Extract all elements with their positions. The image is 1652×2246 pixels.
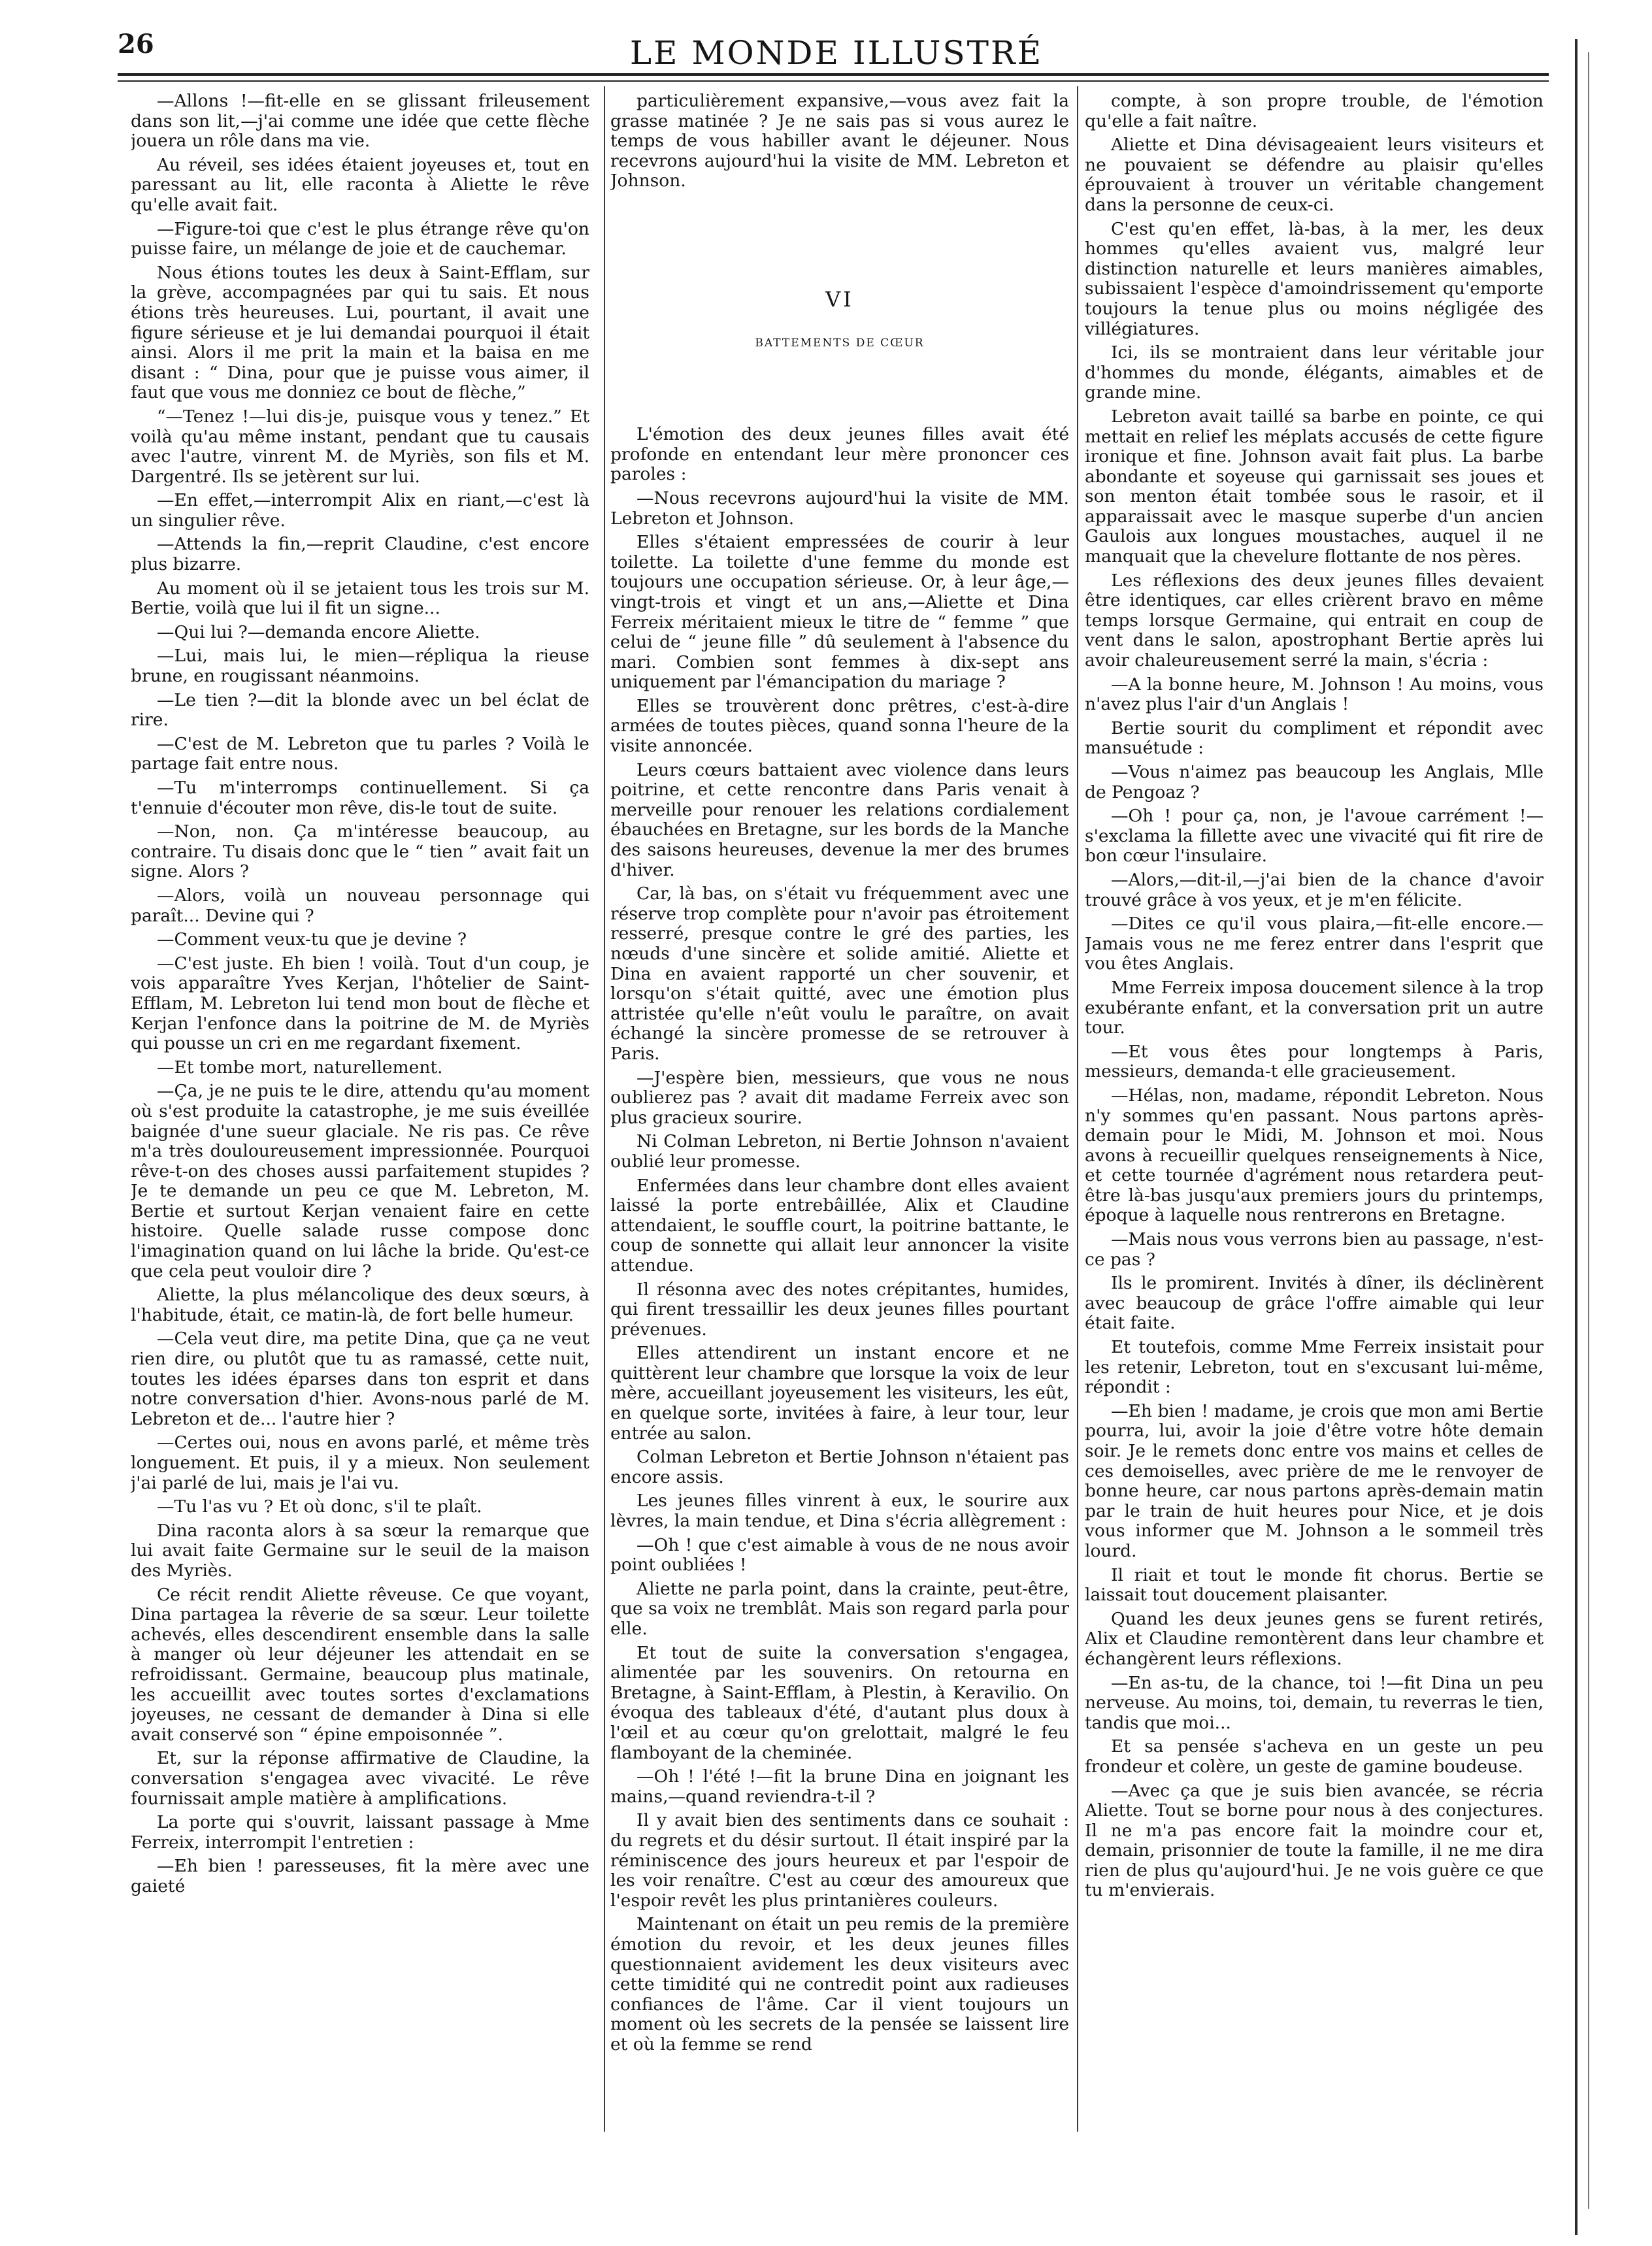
paragraph: —Eh bien ! madame, je crois que mon ami Bertie pourra, lui, avoir la joie d'être votre hôte demain soir. Je le remets donc entre vos mains et celles de ces demoiselles, avec prière de me le renvoyer de bonne heure, car nous partons après-demain matin par le train de huit heures pour Nice, et je dois vous informer que M. Johnson a le sommeil très lourd. xyxy=(1085,1400,1544,1561)
paragraph: Et tout de suite la conversation s'engagea, alimentée par les souvenirs. On retourna en Bretagne, à Saint-Efflam, à Plestin, à Keravilio. On évoqua des tableaux d'été, d'autant plus doux à l'œil et au cœur qu'on grelottait, malgré le feu flamboyant de la cheminée. xyxy=(610,1642,1069,1763)
paragraph: La porte qui s'ouvrit, laissant passage à Mme Ferreix, interrompit l'entretien : xyxy=(131,1812,589,1853)
paragraph: —Qui lui ?—demanda encore Aliette. xyxy=(157,621,480,642)
paragraph: Et, sur la réponse affirmative de Claudine, la conversation s'engagea avec vivacité. Le rêve fournissait ample matière à amplifications. xyxy=(131,1748,589,1809)
column-divider xyxy=(1077,86,1078,2132)
paragraph: Elles se trouvèrent donc prêtres, c'est-à-dire armées de toutes pièces, quand sonna l'heure de la visite annoncée. xyxy=(610,695,1069,757)
paragraph: Colman Lebreton et Bertie Johnson n'étaient pas encore assis. xyxy=(610,1447,1069,1487)
paragraph: —Dites ce qu'il vous plaira,—fit-elle encore.—Jamais vous ne me ferez entrer dans l'esprit que vou êtes Anglais. xyxy=(1085,914,1544,974)
paragraph: —Tu l'as vu ? Et où donc, s'il te plaît. xyxy=(157,1496,482,1517)
paragraph: —Oh ! que c'est aimable à vous de ne nous avoir point oubliées ! xyxy=(610,1534,1069,1576)
paragraph: Au moment où il se jetaient tous les trois sur M. Bertie, voilà que lui il fit un signe... xyxy=(131,578,589,619)
text-column-2 xyxy=(610,91,1069,2176)
paragraph: Nous étions toutes les deux à Saint-Efflam, sur la grève, accompagnées par qui tu sais. Et nous étions très heureuses. Lui, pourtant, il avait une figure sérieuse et je lui demandai pourquoi il était ainsi. Alors il me prit la main et la baisa en me disant : “ Dina, pour que je puisse vous aimer, il faut que vous me donniez ce bout de flèche,” xyxy=(131,262,589,403)
text-column-1 xyxy=(131,91,589,2176)
column-2-body xyxy=(610,425,1069,2055)
paragraph: —Figure-toi que c'est le plus étrange rêve qu'on puisse faire, un mélange de joie et de cauchemar. xyxy=(131,218,589,259)
paragraph: —En as-tu, de la chance, toi !—fit Dina un peu nerveuse. Au moins, toi, demain, tu reverras le tien, tandis que moi... xyxy=(1085,1672,1544,1733)
paragraph: C'est qu'en effet, là-bas, à la mer, les deux hommes qu'elles avaient vus, malgré leur distinction naturelle et leurs manières aimables, subissaient l'espèce d'amoindrissement qu'emporte toujours la tenue plus ou moins négligée des villégiatures. xyxy=(1085,218,1544,339)
paragraph: Les réflexions des deux jeunes filles devaient être identiques, car elles crièrent bravo en même temps lorsque Germaine, qui entrait en coup de vent dans le salon, apostrophant Bertie après lui avoir chaleureusement serré la main, s'écria : xyxy=(1085,570,1544,671)
header-rule-thin xyxy=(118,80,1549,82)
paragraph: —Lui, mais lui, le mien—répliqua la rieuse brune, en rougissant néanmoins. xyxy=(131,646,589,687)
paragraph: Aliette, la plus mélancolique des deux sœurs, à l'habitude, était, ce matin-là, de fort belle humeur. xyxy=(131,1285,589,1325)
paragraph: —J'espère bien, messieurs, que vous ne nous oublierez pas ? avait dit madame Ferreix avec son plus gracieux sourire. xyxy=(610,1067,1069,1128)
paragraph: Et sa pensée s'acheva en un geste un peu frondeur et colère, un geste de gamine boudeuse. xyxy=(1085,1736,1544,1777)
paragraph: —Avec ça que je suis bien avancée, se récria Aliette. Tout se borne pour nous à des conjectures. Il ne m'a pas encore fait la moindre cour et, demain, prisonnier de toute la famille, il ne me dira rien de plus qu'aujourd'hui. Je ne vois guère ce que tu m'envierais. xyxy=(1085,1780,1544,1901)
paragraph: particulièrement expansive,—vous avez fait la grasse matinée ? Je ne sais pas si vous aurez le temps de vous habiller avant le déjeuner. Nous recevrons aujourd'hui la visite de MM. Lebreton et Johnson. xyxy=(610,91,1069,191)
paragraph: Elles attendirent un instant encore et ne quittèrent leur chambre que lorsque la voix de leur mère, accueillant joyeusement les visiteurs, les eût, en quelque sorte, invitées à faire, à leur tour, leur entrée au salon. xyxy=(610,1343,1069,1444)
paragraph: —Et vous êtes pour longtemps à Paris, messieurs, demanda-t elle gracieusement. xyxy=(1085,1041,1544,1082)
paragraph: Ni Colman Lebreton, ni Bertie Johnson n'avaient oublié leur promesse. xyxy=(610,1131,1069,1172)
paragraph: —Hélas, non, madame, répondit Lebreton. Nous n'y sommes qu'en passant. Nous partons après-demain pour le Midi, M. Johnson et moi. Nous avons à recueillir quelques renseignements à Nice, et cette tournée d'agrément nous retardera peut-être là-bas jusqu'aux premiers jours du printemps, époque à laquelle nous rentrerons en Bretagne. xyxy=(1085,1085,1544,1226)
paragraph: —Nous recevrons aujourd'hui la visite de MM. Lebreton et Johnson. xyxy=(610,487,1069,529)
paragraph: —Tu m'interromps continuellement. Si ça t'ennuie d'écouter mon rêve, dis-le tout de suite. xyxy=(131,778,589,818)
paragraph: Les jeunes filles vinrent à eux, le sourire aux lèvres, la main tendue, et Dina s'écria allègrement : xyxy=(610,1491,1069,1532)
paragraph: Il y avait bien des sentiments dans ce souhait : du regrets et du désir surtout. Il était inspiré par la réminiscence des jours heureux et par l'espoir de les voir renaître. C'est au cœur des amoureux que l'espoir revêt les plus printanières couleurs. xyxy=(610,1810,1069,1911)
paragraph: —Allons !—fit-elle en se glissant frileusement dans son lit,—j'ai comme une idée que cette flèche jouera un rôle dans ma vie. xyxy=(131,91,589,152)
page-edge-line xyxy=(1588,52,1589,2209)
masthead xyxy=(118,25,1555,77)
paragraph: —Mais nous vous verrons bien au passage, n'est-ce pas ? xyxy=(1085,1229,1544,1270)
paragraph: —En effet,—interrompit Alix en riant,—c'est là un singulier rêve. xyxy=(131,490,589,531)
paragraph: —A la bonne heure, M. Johnson ! Au moins, vous n'avez plus l'air d'un Anglais ! xyxy=(1085,674,1544,715)
journal-title: LE MONDE ILLUSTRÉ xyxy=(629,34,1044,72)
paragraph: Et toutefois, comme Mme Ferreix insistait pour les retenir, Lebreton, tout en s'excusant lui-même, répondit : xyxy=(1085,1337,1544,1398)
paragraph: L'émotion des deux jeunes filles avait été profonde en entendant leur mère prononcer ces paroles : xyxy=(610,424,1069,485)
paragraph: Bertie sourit du compliment et répondit avec mansuétude : xyxy=(1085,718,1544,759)
paragraph: —Certes oui, nous en avons parlé, et même très longuement. Et puis, il y a mieux. Non seulement j'ai parlé de lui, mais je l'ai vu. xyxy=(131,1432,589,1493)
paragraph: Aliette et Dina dévisageaient leurs visiteurs et ne pouvaient se défendre au plaisir qu'elles éprouvaient à trouver un véritable changement dans la personne de ceux-ci. xyxy=(1085,135,1544,215)
paragraph: Quand les deux jeunes gens se furent retirés, Alix et Claudine remontèrent dans leur chambre et échangèrent leurs réflexions. xyxy=(1085,1608,1544,1669)
paragraph: Elles s'étaient empressées de courir à leur toilette. La toilette d'une femme du monde est toujours une occupation sérieuse. Or, à leur âge,—vingt-trois et vingt et un ans,—Aliette et Dina Ferreix méritaient mieux le titre de “ femme ” que celui de “ jeune fille ” dû seulement à l'absence du mari. Combien sont femmes à dix-sept ans uniquement par l'émancipation du mariage ? xyxy=(610,532,1069,693)
paragraph: Car, là bas, on s'était vu fréquemment avec une réserve trop complète pour n'avoir pas étroitement resserré, presque contre le gré des parties, les nœuds d'une sincère et solide amitié. Aliette et Dina en avaient rapporté un cher souvenir, et lorsqu'on s'était quitté, avec une émotion plus attristée qu'elle n'eût voulu le paraître, on avait échangé la sincère promesse de se retrouver à Paris. xyxy=(610,884,1069,1064)
paragraph: —Alors, voilà un nouveau personnage qui paraît... Devine qui ? xyxy=(131,885,589,926)
paragraph: Leurs cœurs battaient avec violence dans leurs poitrine, et cette rencontre dans Paris venait à merveille pour renouer les relations cordialement ébauchées en Bretagne, sur les bords de la Manche des saisons heureuses, devenue la mer des brumes d'hiver. xyxy=(610,759,1069,880)
column-divider xyxy=(604,86,605,2132)
paragraph: Ce récit rendit Aliette rêveuse. Ce que voyant, Dina partagea la rêverie de sa sœur. Leur toilette achevés, elles descendirent ensemble dans la salle à manger où leur déjeuner les attendait en se refroidissant. Germaine, beaucoup plus matinale, les accueillit avec toutes sortes d'exclamations joyeuses, ne cessant de demander à Dina si elle avait conservé son “ épine empoisonnée ”. xyxy=(131,1584,589,1745)
paragraph: —Cela veut dire, ma petite Dina, que ça ne veut rien dire, ou plutôt que tu as ramassé, cette nuit, toutes les idées éparses dans ton esprit et dans notre conversation d'hier. Avons-nous parlé de M. Lebreton et de... l'autre hier ? xyxy=(131,1329,589,1429)
page-number: 26 xyxy=(118,29,154,59)
paragraph: compte, à son propre trouble, de l'émotion qu'elle a fait naître. xyxy=(1085,91,1544,131)
paragraph: —Attends la fin,—reprit Claudine, c'est encore plus bizarre. xyxy=(131,534,589,575)
header-rule-thick xyxy=(118,73,1549,76)
page-edge-line xyxy=(1575,39,1578,2235)
paragraph: —Et tombe mort, naturellement. xyxy=(157,1057,443,1078)
paragraph: Mme Ferreix imposa doucement silence à la trop exubérante enfant, et la conversation prit un autre tour. xyxy=(1085,977,1544,1038)
paragraph: Au réveil, ses idées étaient joyeuses et, tout en paressant au lit, elle raconta à Aliette le rêve qu'elle avait fait. xyxy=(131,154,589,215)
paragraph: —Oh ! pour ça, non, je l'avoue carrément !—s'exclama la fillette avec une vivacité qui fit rire de bon cœur l'insulaire. xyxy=(1085,806,1544,867)
paragraph: Lebreton avait taillé sa barbe en pointe, ce qui mettait en relief les méplats accusés de cette figure ironique et fine. Johnson avait fait plus. La barbe abondante et soyeuse qui garnissait ses joues et son menton était tombée sous le rasoir, et il apparaissait avec le masque superbe d'un ancien Gaulois aux longues moustaches, auquel il ne manquait que la chevelure flottante de nos pères. xyxy=(1085,406,1544,567)
paragraph: —Vous n'aimez pas beaucoup les Anglais, Mlle de Pengoaz ? xyxy=(1085,762,1544,802)
paragraph: —Non, non. Ça m'intéresse beaucoup, au contraire. Tu disais donc que le “ tien ” avait fait un signe. Alors ? xyxy=(131,821,589,882)
paragraph: Ils le promirent. Invités à dîner, ils déclinèrent avec beaucoup de grâce l'offre aimable qui leur était faite. xyxy=(1085,1273,1544,1334)
paragraph: —Le tien ?—dit la blonde avec un bel éclat de rire. xyxy=(131,689,589,731)
paragraph: —Comment veux-tu que je devine ? xyxy=(157,929,467,950)
paragraph: Aliette ne parla point, dans la crainte, peut-être, que sa voix ne tremblât. Mais son regard parla pour elle. xyxy=(610,1578,1069,1639)
text-column-3 xyxy=(1085,91,1544,2176)
paragraph: —Ça, je ne puis te le dire, attendu qu'au moment où s'est produite la catastrophe, je me suis éveillée baignée d'une sueur glaciale. Ne ris pas. Ce rêve m'a très douloureusement impressionnée. Pourquoi rêve-t-on des choses aussi parfaitement stupides ? Je te demande un peu ce que M. Lebreton, M. Bertie et surtout Kerjan venaient faire en cette histoire. Quelle salade russe compose donc l'imagination quand on lui lâche la bride. Qu'est-ce que cela peut vouloir dire ? xyxy=(131,1081,589,1281)
paragraph: Dina raconta alors à sa sœur la remarque que lui avait faite Germaine sur le seuil de la maison des Myriès. xyxy=(131,1520,589,1581)
paragraph: —Eh bien ! paresseuses, fit la mère avec une gaieté xyxy=(131,1856,589,1896)
paragraph: “—Tenez !—lui dis-je, puisque vous y tenez.” Et voilà qu'au même instant, pendant que tu causais avec l'autre, vinrent M. de Myriès, son fils et M. Dargentré. Ils se jetèrent sur lui. xyxy=(131,406,589,487)
chapter-number: VI xyxy=(825,286,854,312)
paragraph: Il résonna avec des notes crépitantes, humides, qui firent tressaillir les deux jeunes filles pourtant prévenues. xyxy=(610,1279,1069,1340)
paragraph: —C'est de M. Lebreton que tu parles ? Voilà le partage fait entre nous. xyxy=(131,733,589,774)
paragraph: Ici, ils se montraient dans leur véritable jour d'hommes du monde, élégants, aimables et de grande mine. xyxy=(1085,342,1544,403)
paragraph: Il riait et tout le monde fit chorus. Bertie se laissait tout doucement plaisanter. xyxy=(1085,1564,1544,1606)
paragraph: —Alors,—dit-il,—j'ai bien de la chance d'avoir trouvé grâce à vos yeux, et je m'en félicite. xyxy=(1085,869,1544,910)
paragraph: Enfermées dans leur chambre dont elles avaient laissé la porte entrebâillée, Alix et Claudine attendaient, le souffle court, la poitrine battante, le coup de sonnette qui allait leur annoncer la visite attendue. xyxy=(610,1175,1069,1276)
paragraph: Maintenant on était un peu remis de la première émotion du revoir, et les deux jeunes filles questionnaient avidement les deux visiteurs avec cette timidité qui ne contredit point aux radieuses confiances de l'âme. Car il vient toujours un moment où les secrets de la pensée se laissent lire et où la femme se rend xyxy=(610,1914,1069,2055)
paragraph: —Oh ! l'été !—fit la brune Dina en joignant les mains,—quand reviendra-t-il ? xyxy=(610,1766,1069,1807)
column-2-opening-text xyxy=(610,91,1069,191)
paragraph: —C'est juste. Eh bien ! voilà. Tout d'un coup, je vois apparaître Yves Kerjan, l'hôtelier de Saint-Efflam, M. Lebreton lui tend mon bout de flèche et Kerjan l'enfonce dans la poitrine de M. de Myriès qui pousse un cri en me regardant fixement. xyxy=(131,953,589,1054)
chapter-title: BATTEMENTS DE CŒUR xyxy=(755,336,925,350)
